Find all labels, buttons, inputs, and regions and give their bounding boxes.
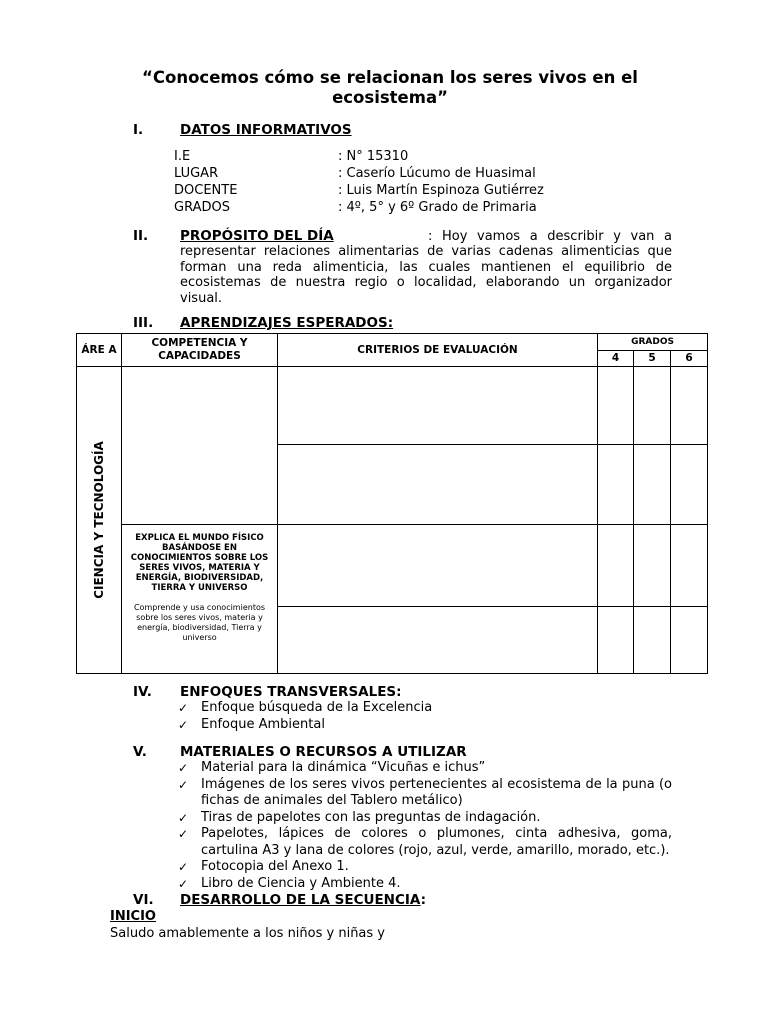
list-item [0, 859, 768, 876]
criterio-cell [278, 367, 598, 445]
list-item [0, 826, 768, 859]
proposito-text: representar relaciones alimentarias de varias cadenas alimenticias que forman una reda alimenticia, las cuales mantienen el equilibrio de ecosistemas de nuestra regio o localidad, elaborando un organizador visual. [180, 244, 672, 306]
enfoque-text: Enfoque Ambiental [201, 716, 325, 732]
list-item [0, 810, 768, 827]
grade-cell [598, 445, 634, 525]
section-number-6: VI. [133, 892, 154, 908]
grade-cell [634, 525, 671, 607]
datos-value-docente: : Luis Martín Espinoza Gutiérrez [338, 183, 544, 198]
check-icon: ✓ [178, 717, 189, 732]
datos-value-lugar: : Caserío Lúcumo de Huasimal [338, 166, 536, 181]
datos-label-grados: GRADOS [174, 200, 230, 215]
desarrollo-heading-colon: : [420, 892, 427, 908]
competencia-cell [122, 525, 278, 674]
datos-label-lugar: LUGAR [174, 166, 219, 181]
list-item [0, 777, 768, 810]
inicio-text: Saludo amablemente a los niños y niñas y [110, 926, 385, 941]
materiales-list [0, 760, 768, 892]
material-text: Imágenes de los seres vivos pertenecientes al ecosistema de la puna (o fichas de animales del Tablero metálico) [201, 776, 672, 808]
section-number-1: I. [133, 122, 144, 138]
list-item [0, 700, 768, 717]
check-icon: ✓ [178, 701, 189, 715]
list-item [0, 876, 768, 893]
proposito-first-line: : Hoy vamos a describir y van a [428, 229, 672, 244]
datos-label-ie: I.E [174, 149, 191, 164]
check-icon: ✓ [178, 860, 189, 874]
inicio-heading: INICIO [110, 909, 156, 924]
section-heading-desarrollo [180, 892, 426, 908]
check-icon: ✓ [178, 876, 189, 891]
header-grado-6: 6 [671, 351, 708, 367]
header-grados: GRADOS [598, 334, 708, 351]
material-text: Tiras de papelotes con las preguntas de indagación. [201, 809, 541, 825]
header-grado-5: 5 [634, 351, 671, 367]
aprendizajes-table [76, 333, 708, 674]
datos-value-ie: : N° 15310 [338, 149, 409, 164]
header-criterios: CRITERIOS DE EVALUACIÓN [278, 334, 598, 367]
section-heading-aprendizajes: APRENDIZAJES ESPERADOS: [180, 315, 394, 331]
competencia-text: EXPLICA EL MUNDO FÍSICO BASÁNDOSE EN CONOCIMIENTOS SOBRE LOS SERES VIVOS, MATERIA Y ENERGÍA, BIODIVERSIDAD, TIERRA Y UNIVERSO [130, 533, 269, 593]
section-heading-enfoques: ENFOQUES TRANSVERSALES: [180, 684, 402, 700]
material-text: Libro de Ciencia y Ambiente 4. [201, 875, 401, 891]
list-item [0, 717, 768, 734]
grade-cell [671, 525, 708, 607]
enfoques-list [0, 700, 768, 733]
grade-cell [634, 367, 671, 445]
grade-cell [598, 607, 634, 674]
criterio-cell [278, 525, 598, 607]
enfoque-text: Enfoque búsqueda de la Excelencia [201, 700, 433, 715]
datos-value-grados: : 4º, 5° y 6º Grado de Primaria [338, 200, 537, 215]
document-title: “Conocemos cómo se relacionan los seres vivos en el ecosistema” [142, 68, 638, 107]
desarrollo-heading-text: DESARROLLO DE LA SECUENCIA [180, 892, 421, 908]
grade-cell [598, 367, 634, 445]
header-competencia: COMPETENCIA Y CAPACIDADES [122, 334, 278, 367]
grade-cell [671, 367, 708, 445]
section-number-5: V. [133, 744, 147, 760]
section-number-4: IV. [133, 684, 152, 700]
criterio-cell [278, 445, 598, 525]
material-text: Papelotes, lápices de colores o plumones, cinta adhesiva, goma, cartulina A3 y lana de colores (rojo, azul, verde, amarillo, morado, etc.). [201, 826, 672, 858]
header-area: ÁRE A [77, 334, 122, 367]
check-icon: ✓ [178, 810, 189, 825]
competencia-cell-empty [122, 367, 278, 525]
section-number-2: II. [133, 228, 149, 244]
check-icon: ✓ [178, 761, 189, 775]
list-item [0, 760, 768, 777]
header-grado-4: 4 [598, 351, 634, 367]
grade-cell [598, 525, 634, 607]
grade-cell [671, 607, 708, 674]
material-text: Fotocopia del Anexo 1. [201, 859, 349, 874]
section-heading-proposito: PROPÓSITO DEL DÍA [180, 228, 334, 244]
datos-label-docente: DOCENTE [174, 183, 238, 198]
area-cell [77, 367, 122, 674]
grade-cell [634, 607, 671, 674]
criterio-cell [278, 607, 598, 674]
material-text: Material para la dinámica “Vicuñas e ichus” [201, 760, 486, 775]
capacidad-text: Comprende y usa conocimientos sobre los seres vivos, materia y energía, biodiversidad, Tierra y universo [133, 603, 266, 642]
section-heading-materiales: MATERIALES O RECURSOS A UTILIZAR [180, 744, 467, 760]
grade-cell [634, 445, 671, 525]
grade-cell [671, 445, 708, 525]
section-number-3: III. [133, 315, 154, 331]
check-icon: ✓ [178, 777, 189, 792]
area-label: CIENCIA Y TECNOLOGÍA [92, 441, 106, 599]
section-heading-datos: DATOS INFORMATIVOS [180, 122, 352, 138]
check-icon: ✓ [178, 827, 189, 841]
